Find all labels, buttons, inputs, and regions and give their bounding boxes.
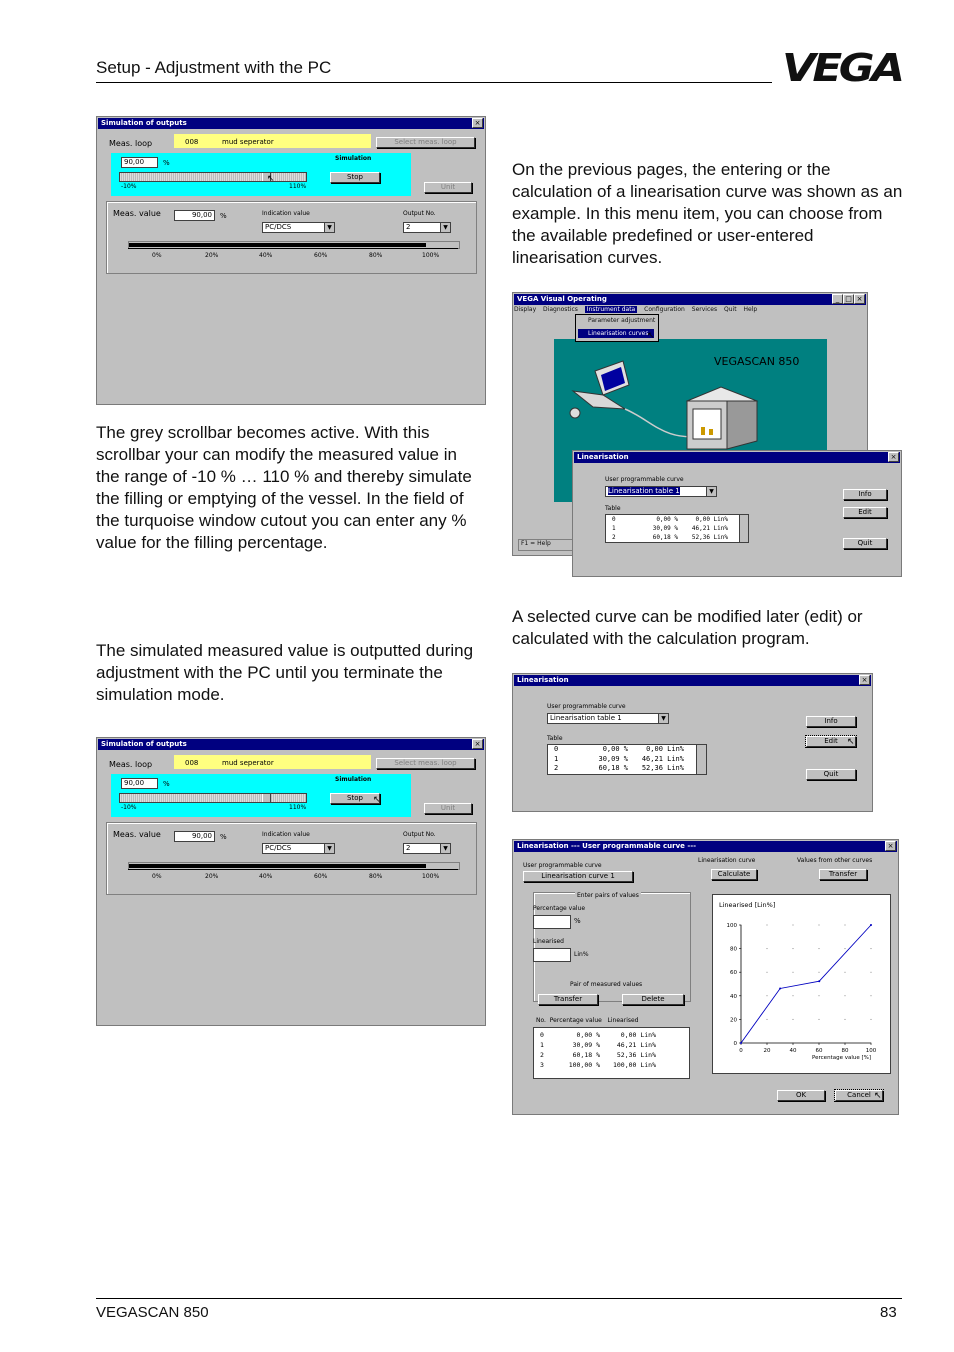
unit-button[interactable]: Unit [424,182,472,193]
grid-dot [793,972,794,973]
chevron-down-icon[interactable]: ▼ [658,714,668,723]
list-header: No. Percentage value Linearised [536,1017,639,1024]
right-paragraph-2: A selected curve can be modified later (edit) or calculated with the calculation program. [512,607,863,648]
scale-tick-label: 0% [152,873,162,880]
y-tick-label: 60 [730,970,737,977]
linearised-input[interactable] [533,948,571,962]
value-scrollbar[interactable] [119,172,307,182]
meas-loop-label: Meas. loop [109,139,153,148]
grid-dot [819,1019,820,1020]
close-icon[interactable]: × [472,739,483,749]
close-icon[interactable]: × [888,452,899,462]
output-label: Output No. [403,210,436,217]
user-programmable-curve-window [512,839,899,1115]
level-bar-fill [129,864,426,868]
delete-pair-button[interactable]: Delete [622,994,684,1005]
meas-value-label: Meas. value [113,209,161,218]
loop-name: mud seperator [222,138,274,146]
chevron-down-icon[interactable]: ▼ [440,844,450,853]
percent-unit: % [163,780,170,788]
vega-logo: VEGA [782,46,902,90]
window-title: Simulation of outputs [98,118,484,129]
grid-dot [793,1019,794,1020]
menu-configuration[interactable]: Configuration [644,306,685,313]
y-tick-label: 0 [733,1041,737,1047]
series-line [741,925,871,1043]
grid-dot [845,995,846,996]
other-curves-label: Values from other curves [797,857,873,864]
scale-tick-label: 60% [314,873,328,880]
table-row[interactable]: 0 0,00 % 0,00 Lin% [554,745,684,753]
grid-dot [845,1019,846,1020]
table-list[interactable] [547,744,707,775]
grid-dot [793,948,794,949]
chart-title: Linearised [Lin%] [719,901,776,909]
indication-label: Indication value [262,831,310,838]
submenu-linearisation-curves[interactable]: Linearisation curves [588,330,649,337]
ok-button[interactable]: OK [777,1090,825,1101]
grid-dot [871,972,872,973]
scale-tick-label: 100% [422,873,440,880]
scale-tick-label: 40% [259,873,273,880]
info-button[interactable]: Info [843,489,887,500]
stop-button[interactable]: Stop [330,793,380,804]
cancel-button[interactable]: Cancel [835,1090,883,1101]
window-title: Simulation of outputs [98,739,484,750]
menu-help[interactable]: Help [743,306,758,313]
grid-dot [819,972,820,973]
list-item[interactable]: 3 100,00 % 100,00 Lin% [540,1061,656,1069]
right-paragraph-1: On the previous pages, the entering or the calculation of a linearisation curve was shown as an example. In this menu item, you can choose from the available predefined or user-entered linearisation curves. [512,160,903,267]
footer-rule [96,1298,902,1299]
edit-button[interactable]: Edit [843,507,887,518]
meas-value-field: 90,00 [174,831,215,842]
scale-tick-label: 40% [259,252,273,259]
simulation-window-1 [96,116,486,405]
table-scrollbar[interactable] [696,745,706,774]
grid-dot [819,948,820,949]
y-tick-label: 20 [730,1017,737,1024]
value-field[interactable]: 90,00 [121,778,158,789]
grid-dot [845,948,846,949]
x-tick-label: 60 [815,1048,823,1054]
scroll-min-label: -10% [121,804,137,811]
indication-label: Indication value [262,210,310,217]
percent-unit: % [163,159,170,167]
curve-name-button[interactable]: Linearisation curve 1 [523,871,633,882]
table-scrollbar[interactable] [739,515,748,542]
scale-tick-label: 20% [205,252,219,259]
level-scale [128,869,458,876]
mouse-cursor-icon: ↖ [847,737,855,747]
table-row[interactable]: 2 60,18 % 52,36 Lin% [554,764,684,772]
table-row[interactable]: 2 60,18 % 52,36 Lin% [612,534,728,541]
footer-product: VEGASCAN 850 [96,1304,209,1321]
meas-loop-label: Meas. loop [109,760,153,769]
chevron-down-icon[interactable]: ▼ [324,223,334,232]
edit-button[interactable]: Edit [806,736,856,747]
stop-button[interactable]: Stop [330,172,380,183]
grid-dot [845,925,846,926]
output-value: 2 [406,223,411,231]
simulation-label: Simulation [335,776,372,783]
series-point [740,1042,742,1044]
y-tick-label: 80 [730,946,737,953]
table-list[interactable] [605,514,749,543]
meas-percent-unit: % [220,212,227,220]
grid-dot [871,995,872,996]
meas-percent-unit: % [220,833,227,841]
device-illustration [681,379,761,451]
curve-select[interactable] [547,713,669,724]
linearisation-chart [712,894,891,1074]
x-tick-label: 80 [841,1048,849,1054]
output-label: Output No. [403,831,436,838]
series-point [870,924,872,926]
output-value: 2 [406,844,411,852]
minimize-icon[interactable]: _ [832,294,843,304]
scrollbar-thumb[interactable] [262,794,271,802]
scroll-max-label: 110% [289,804,307,811]
chevron-down-icon[interactable]: ▼ [440,223,450,232]
grid-dot [871,1019,872,1020]
list-item[interactable]: 2 60,18 % 52,36 Lin% [540,1051,656,1059]
grid-dot [819,925,820,926]
table-row[interactable]: 0 0,00 % 0,00 Lin% [612,516,728,523]
loop-number: 008 [185,138,199,146]
grid-dot [767,972,768,973]
indication-select[interactable] [262,222,335,233]
mouse-cursor-icon: ↖ [267,174,275,184]
close-icon[interactable]: × [854,294,865,304]
simulation-window-2 [96,737,486,1026]
page-header-title: Setup - Adjustment with the PC [96,58,332,77]
series-point [779,987,781,989]
scroll-min-label: -10% [121,183,137,190]
x-tick-label: 20 [763,1048,771,1054]
transfer-button[interactable]: Transfer [819,869,867,880]
scale-tick-label: 80% [369,873,383,880]
banner-text: VEGASCAN 850 [714,355,800,368]
close-icon[interactable]: × [472,118,483,128]
grid-dot [793,925,794,926]
linearised-unit: Lin% [574,951,589,958]
loop-name: mud seperator [222,759,274,767]
window-title: Linearisation [574,452,900,463]
left-paragraph-2: The simulated measured value is outputted during adjustment with the PC until you terminate the simulation mode. [96,641,474,704]
linearisation-dialog-overlay [572,450,902,577]
window-title: Linearisation [514,675,871,686]
status-bar: F1 = Help [518,539,577,551]
y-tick-label: 100 [726,923,737,929]
output-select[interactable] [403,222,451,233]
maximize-icon[interactable]: □ [843,294,854,304]
list-item[interactable]: 1 30,09 % 46,21 Lin% [540,1041,656,1049]
quit-button[interactable]: Quit [843,538,887,549]
curve-select[interactable] [605,486,717,497]
curve-label: User programmable curve [605,476,684,483]
grid-dot [767,925,768,926]
level-bar-fill [129,243,426,247]
grid-dot [819,995,820,996]
value-field[interactable]: 90,00 [121,157,158,168]
x-tick-label: 100 [865,1048,877,1054]
unit-button[interactable]: Unit [424,803,472,814]
linearisation-dialog [512,673,873,812]
close-icon[interactable]: × [885,841,896,851]
x-axis-label: Percentage value [%] [812,1055,871,1061]
grid-dot [845,972,846,973]
indication-value: PC/DCS [265,844,292,852]
y-tick-label: 40 [730,993,737,1000]
chevron-down-icon[interactable]: ▼ [706,487,716,496]
loop-number: 008 [185,759,199,767]
curve-value: Linearisation table 1 [608,487,680,495]
grid-dot [793,995,794,996]
scale-tick-label: 80% [369,252,383,259]
curve-label: User programmable curve [547,703,626,710]
menu-services[interactable]: Services [691,306,718,313]
chevron-down-icon[interactable]: ▼ [324,844,334,853]
meas-value-field: 90,00 [174,210,215,221]
menu-display[interactable]: Display [514,306,537,313]
scale-tick-label: 0% [152,252,162,259]
menu-bar [514,305,866,314]
mouse-cursor-icon: ↖ [373,795,381,805]
quit-button[interactable]: Quit [806,769,856,780]
pairs-label: Enter pairs of values [577,892,639,899]
table-row[interactable]: 1 30,09 % 46,21 Lin% [554,754,684,763]
curve-value: Linearisation table 1 [550,714,622,722]
window-title: Linearisation --- User programmable curve --- [514,841,897,852]
curve-label: User programmable curve [523,862,602,869]
meas-value-label: Meas. value [113,830,161,839]
indication-value: PC/DCS [265,223,292,231]
menu-diagnostics[interactable]: Diagnostics [543,306,578,313]
select-meas-loop-button[interactable]: Select meas. loop [376,758,475,769]
indication-select[interactable] [262,843,335,854]
x-tick-label: 40 [789,1048,797,1054]
info-button[interactable]: Info [806,716,856,727]
value-scrollbar[interactable] [119,793,307,803]
percentage-input[interactable] [533,915,571,929]
linearisation-curve-label: Linearisation curve [698,857,756,864]
grid-dot [767,1019,768,1020]
percentage-label: Percentage value [533,905,586,912]
table-label: Table [605,505,621,512]
grid-dot [767,995,768,996]
mouse-cursor-icon: ↖ [647,331,655,341]
measured-pairs-label: Pair of measured values [570,981,643,988]
level-scale [128,248,458,255]
table-label: Table [547,735,563,742]
series-point [818,980,820,982]
disk-icon [570,408,580,418]
scale-tick-label: 60% [314,252,328,259]
menu-instrument-data[interactable]: Instrument data [586,306,636,313]
page-number: 83 [880,1304,897,1321]
laptop-base-icon [573,391,625,409]
x-tick-label: 0 [739,1048,743,1054]
pairs-list[interactable] [533,1027,690,1079]
simulation-label: Simulation [335,155,372,162]
chart-svg [713,895,890,1073]
mouse-cursor-icon: ↖ [874,1091,882,1101]
submenu-parameter-adjustment[interactable]: Parameter adjustment [588,317,656,324]
table-row[interactable]: 1 30,09 % 46,21 Lin% [612,525,728,532]
output-select[interactable] [403,843,451,854]
window-title: VEGA Visual Operating [514,294,866,305]
scroll-max-label: 110% [289,183,307,190]
grid-dot [767,948,768,949]
percentage-unit: % [574,917,581,925]
linearised-label: Linearised [533,938,564,945]
left-paragraph-1: The grey scrollbar becomes active. With this scrollbar your can modify the measured value in the range of -10 % … 110 % and thereby simulate the filling or emptying of the vessel. In the field of the turquoise window cutout you can enter any % value for the filling percentage. [96,423,472,552]
calculate-button[interactable]: Calculate [711,869,757,880]
select-meas-loop-button[interactable]: Select meas. loop [376,137,475,148]
header-rule [96,82,772,83]
transfer-pair-button[interactable]: Transfer [538,994,598,1005]
list-item[interactable]: 0 0,00 % 0,00 Lin% [540,1031,656,1039]
scale-tick-label: 20% [205,873,219,880]
close-icon[interactable]: × [859,675,870,685]
grid-dot [871,948,872,949]
menu-quit[interactable]: Quit [724,306,737,313]
scale-tick-label: 100% [422,252,440,259]
